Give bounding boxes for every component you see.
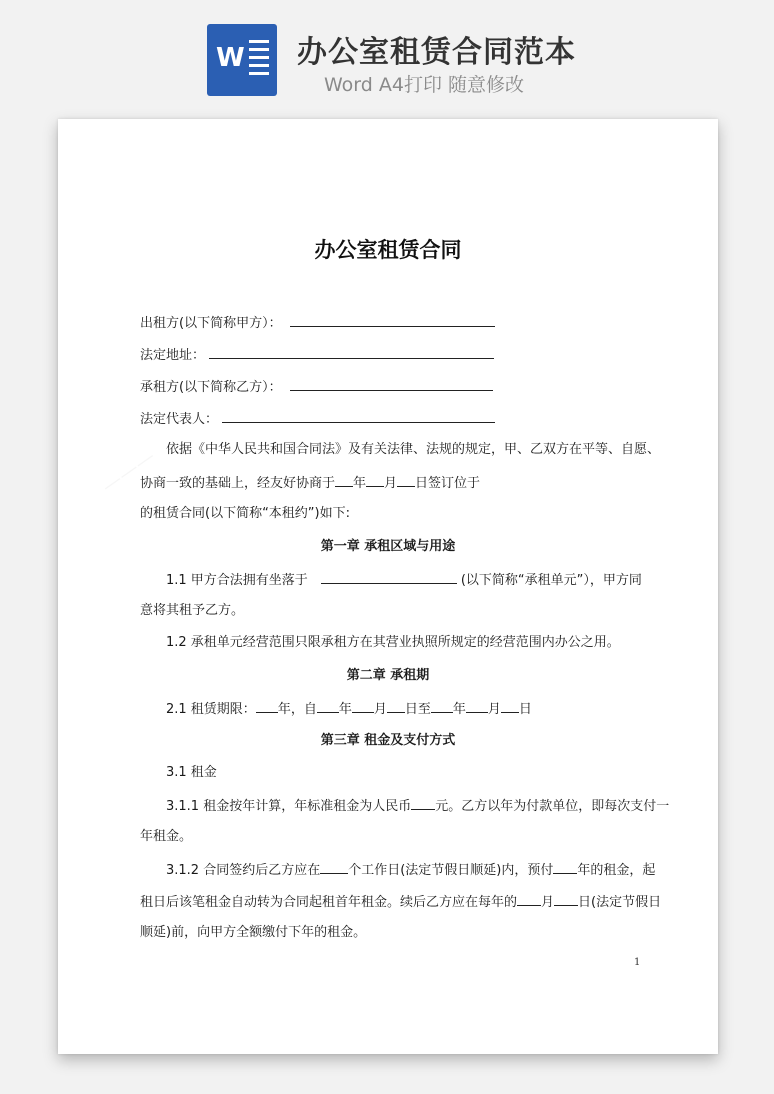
clause-3-1-2-end: 顺延)前，向甲方全额缴付下年的租金。 [140,925,367,940]
intro-text: 协商一致的基础上，经友好协商于 [140,476,336,491]
clause-3-1-2-cont [140,892,661,912]
representative-label: 法定代表人： [140,412,219,427]
day-unit: 日签订位于 [415,476,481,491]
clause-text: 年，自 [277,702,317,717]
party-a-blank[interactable] [290,313,495,327]
clause-3-1-2 [166,860,655,880]
clause-text: 1.1 甲方合法拥有坐落于 [166,573,308,588]
document-page [58,119,718,1054]
clause-text: 年的租金，起 [577,863,656,878]
clause-text: 年 [452,702,466,717]
intro-paragraph-2 [140,473,480,493]
word-logo-letter: W [216,43,245,73]
sign-month-blank[interactable] [366,473,384,487]
clause-text: 日 [518,702,532,717]
working-days-blank[interactable] [320,860,348,874]
document-title: 办公室租赁合同 [314,238,462,262]
annual-rent-blank[interactable] [411,796,435,810]
address-line [140,345,494,365]
page-number: 1 [634,957,641,968]
chapter-3-title: 第三章 租金及支付方式 [320,733,456,748]
clause-1-2: 1.2 承租单元经营范围只限承租方在其营业执照所规定的经营范围内办公之用。 [166,635,620,650]
chapter-1-title: 第一章 承租区域与用途 [320,539,456,554]
clause-3-1: 3.1 租金 [166,765,217,780]
representative-line [140,409,495,429]
clause-text: 3.1.1 租金按年计算，年标准租金为人民币 [166,799,412,814]
clause-text: 日(法定节假日 [578,895,662,910]
intro-paragraph-1: 依据《中华人民共和国合同法》及有关法律、法规的规定，甲、乙双方在平等、自愿、 [166,442,661,457]
banner-subtitle: Word A4打印 随意修改 [324,74,525,96]
start-month-blank[interactable] [352,699,374,713]
clause-text: (以下简称“承租单元”），甲方同 [460,573,642,588]
party-b-label: 承租方(以下简称乙方）： [140,380,282,395]
clause-3-1-1 [166,796,669,816]
representative-blank[interactable] [222,409,495,423]
renewal-month-blank[interactable] [517,892,541,906]
document-lines-icon [249,40,269,80]
party-b-line [140,377,493,397]
sign-day-blank[interactable] [397,473,415,487]
clause-1-1 [166,570,642,590]
year-unit: 年 [353,476,367,491]
banner [0,0,774,110]
end-year-blank[interactable] [431,699,453,713]
start-year-blank[interactable] [317,699,339,713]
clause-text: 个工作日(法定节假日顺延)内，预付 [348,863,554,878]
month-unit: 月 [384,476,398,491]
clause-text: 日至 [404,702,431,717]
prepaid-years-blank[interactable] [553,860,577,874]
term-years-blank[interactable] [256,699,278,713]
location-blank[interactable] [321,570,457,584]
clause-3-1-1-cont: 年租金。 [140,829,193,844]
word-document-icon [207,24,277,96]
intro-paragraph-3: 的租赁合同(以下简称“本租约”)如下: [140,506,350,521]
clause-1-1-cont: 意将其租予乙方。 [140,603,245,618]
address-blank[interactable] [209,345,494,359]
clause-text: 月 [541,895,555,910]
chapter-2-title: 第二章 承租期 [346,668,430,683]
party-a-label: 出租方(以下简称甲方）： [140,316,282,331]
clause-2-1 [166,699,532,719]
party-a-line [140,313,495,333]
clause-text: 元。乙方以年为付款单位，即每次支付一 [435,799,670,814]
renewal-day-blank[interactable] [554,892,578,906]
end-day-blank[interactable] [501,699,519,713]
clause-text: 月 [373,702,387,717]
end-month-blank[interactable] [466,699,488,713]
address-label: 法定地址： [140,348,206,363]
clause-text: 2.1 租赁期限： [166,702,256,717]
banner-title: 办公室租赁合同范本 [297,35,576,70]
party-b-blank[interactable] [290,377,493,391]
sign-year-blank[interactable] [335,473,353,487]
start-day-blank[interactable] [387,699,405,713]
clause-text: 年 [338,702,352,717]
clause-text: 月 [487,702,501,717]
clause-text: 租日后该笔租金自动转为合同起租首年租金。续后乙方应在每年的 [140,895,518,910]
clause-text: 3.1.2 合同签约后乙方应在 [166,863,321,878]
